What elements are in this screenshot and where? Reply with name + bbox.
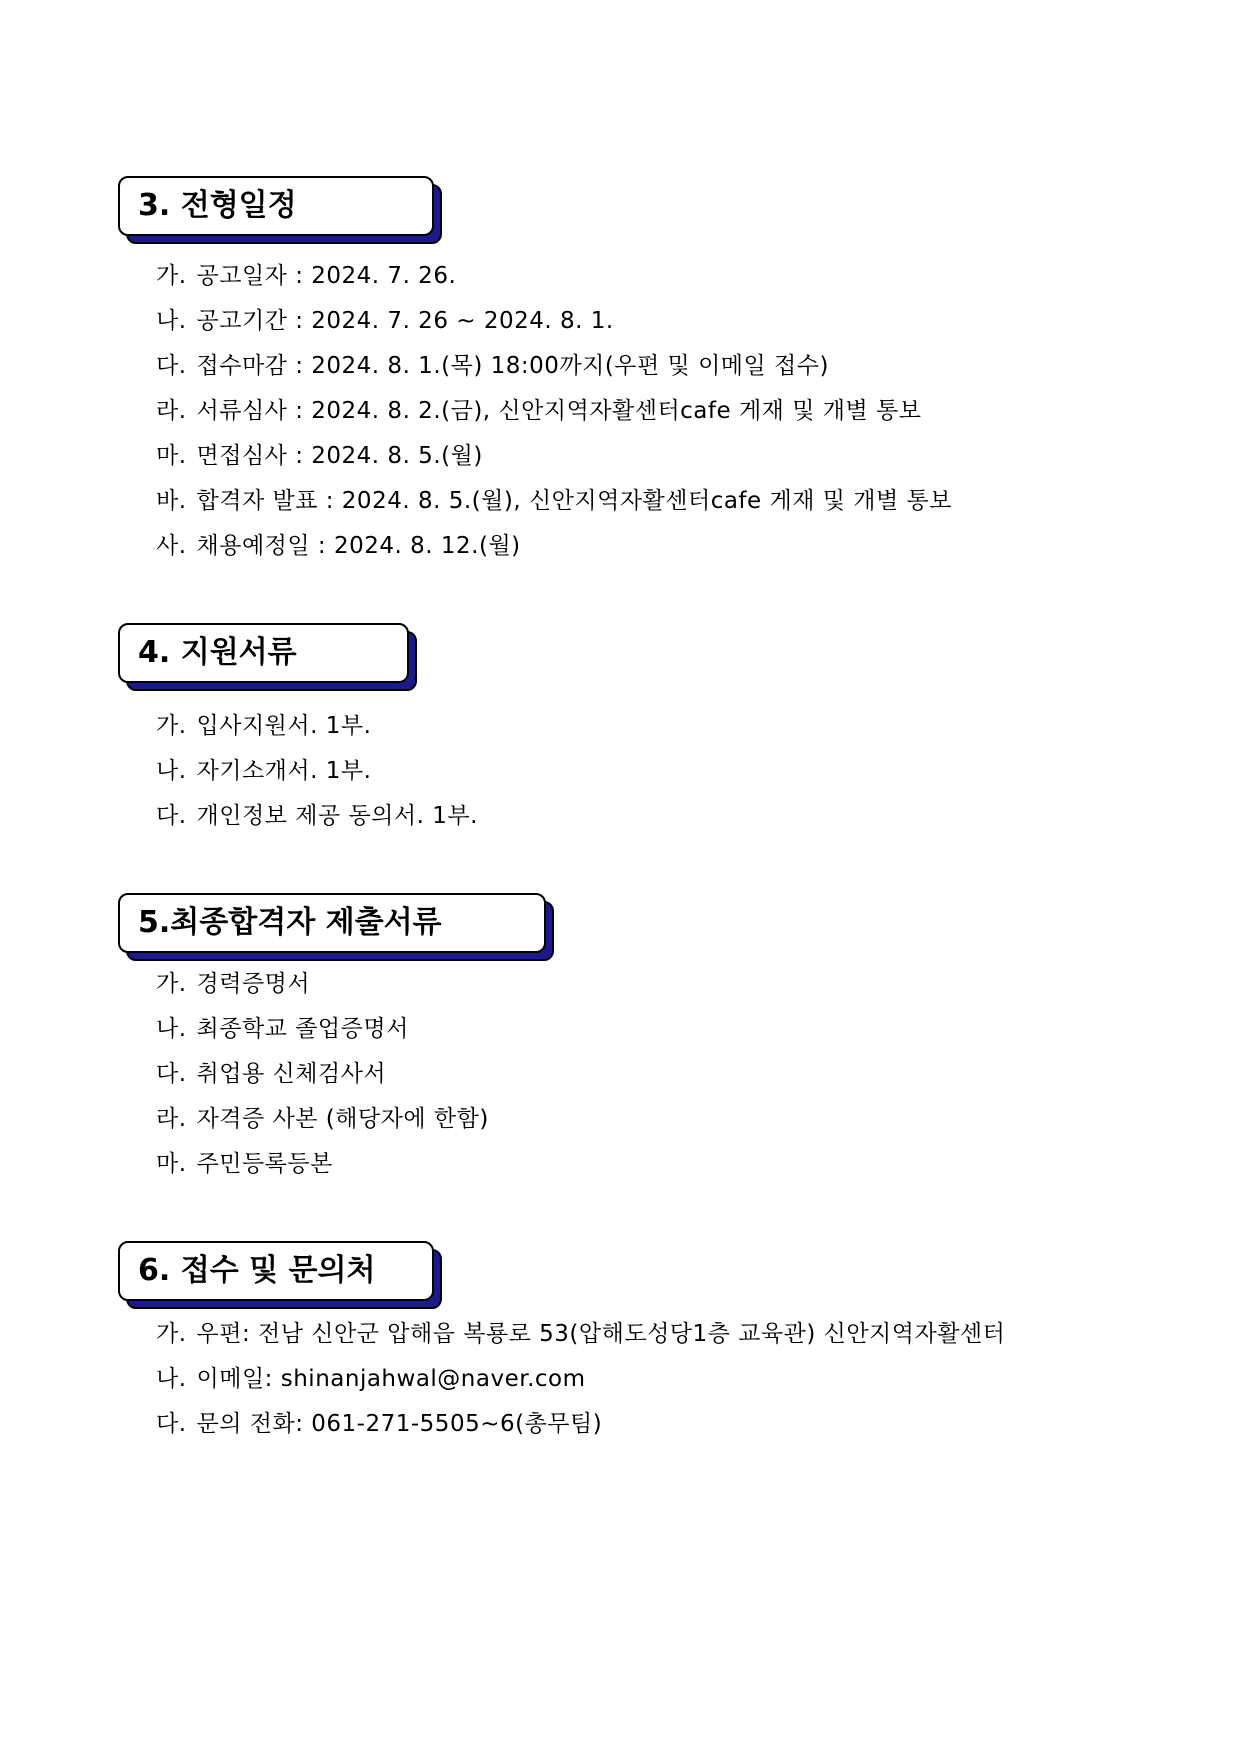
item-marker: 라. (156, 1106, 187, 1132)
item-text: 공고기간 : 2024. 7. 26 ~ 2024. 8. 1. (196, 308, 614, 334)
item-text: 합격자 발표 : 2024. 8. 5.(월), 신안지역자활센터cafe 게재 및 개별 통보 (196, 488, 952, 514)
list-item (156, 434, 952, 479)
list-item (156, 1097, 489, 1142)
list-item (156, 524, 952, 569)
heading-title: 5.최종합격자 제출서류 (118, 893, 546, 953)
item-text: 주민등록등본 (196, 1151, 333, 1177)
item-marker: 나. (156, 758, 187, 784)
list-item (156, 254, 952, 299)
list-item (156, 479, 952, 524)
item-text: 채용예정일 : 2024. 8. 12.(월) (196, 533, 521, 559)
list-item (156, 344, 952, 389)
item-marker: 바. (156, 488, 187, 514)
list-item (156, 1402, 1005, 1447)
list-item (156, 749, 478, 794)
item-marker: 다. (156, 803, 187, 829)
item-text: 공고일자 : 2024. 7. 26. (196, 263, 457, 289)
item-marker: 나. (156, 308, 187, 334)
documents-list (156, 704, 478, 839)
list-item (156, 389, 952, 434)
schedule-list (156, 254, 952, 569)
item-marker: 마. (156, 443, 187, 469)
item-text: 면접심사 : 2024. 8. 5.(월) (196, 443, 483, 469)
item-text: 문의 전화: 061-271-5505~6(총무팀) (196, 1411, 603, 1437)
item-text: 자기소개서. 1부. (196, 758, 372, 784)
item-text: 우편: 전남 신안군 압해읍 복룡로 53(압해도성당1층 교육관) 신안지역자활센터 (196, 1321, 1006, 1347)
item-marker: 다. (156, 1061, 187, 1087)
list-item (156, 1357, 1005, 1402)
item-marker: 나. (156, 1366, 187, 1392)
heading-title: 4. 지원서류 (118, 623, 409, 683)
item-marker: 나. (156, 1016, 187, 1042)
item-text: 서류심사 : 2024. 8. 2.(금), 신안지역자활센터cafe 게재 및 개별 통보 (196, 398, 922, 424)
item-text: 취업용 신체검사서 (196, 1061, 387, 1087)
item-marker: 가. (156, 1321, 187, 1347)
item-marker: 가. (156, 971, 187, 997)
list-item (156, 299, 952, 344)
item-marker: 라. (156, 398, 187, 424)
list-item (156, 794, 478, 839)
item-text: 접수마감 : 2024. 8. 1.(목) 18:00까지(우편 및 이메일 접수) (196, 353, 829, 379)
item-marker: 다. (156, 353, 187, 379)
item-text: 자격증 사본 (해당자에 한함) (196, 1106, 489, 1132)
list-item (156, 704, 478, 749)
final-documents-list (156, 962, 489, 1187)
item-text: 입사지원서. 1부. (196, 713, 372, 739)
list-item (156, 1007, 489, 1052)
item-marker: 다. (156, 1411, 187, 1437)
item-text: 개인정보 제공 동의서. 1부. (196, 803, 478, 829)
item-text: 경력증명서 (196, 971, 311, 997)
item-marker: 마. (156, 1151, 187, 1177)
list-item (156, 962, 489, 1007)
list-item (156, 1142, 489, 1187)
contact-list (156, 1312, 1005, 1447)
list-item (156, 1312, 1005, 1357)
heading-title: 3. 전형일정 (118, 176, 434, 236)
item-text: 이메일: shinanjahwal@naver.com (196, 1366, 586, 1392)
item-text: 최종학교 졸업증명서 (196, 1016, 409, 1042)
heading-title: 6. 접수 및 문의처 (118, 1241, 434, 1301)
item-marker: 가. (156, 263, 187, 289)
list-item (156, 1052, 489, 1097)
item-marker: 가. (156, 713, 187, 739)
item-marker: 사. (156, 533, 187, 559)
